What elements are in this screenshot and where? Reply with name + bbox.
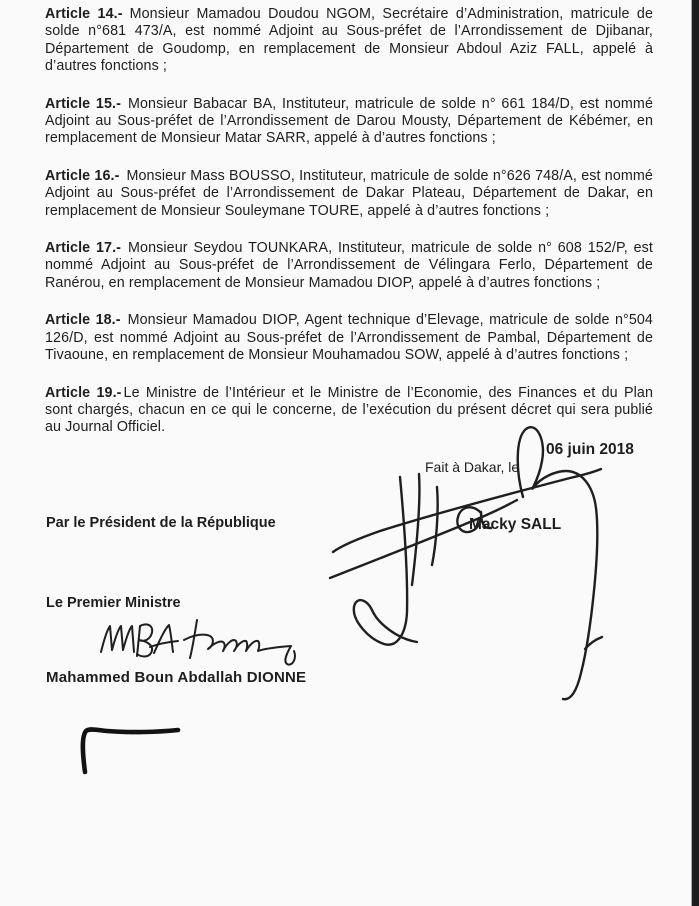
decree-date: 06 juin 2018: [546, 441, 634, 458]
article-18-label: Article 18.-: [45, 312, 121, 329]
decree-articles: [45, 6, 653, 457]
article-16-paragraph: [45, 168, 653, 220]
prime-minister-name: Mahammed Boun Abdallah DIONNE: [46, 669, 307, 686]
article-15-text: Monsieur Babacar BA, Instituteur, matricule de solde n° 661 184/D, est nommé Adjoint au Sous-préfet de l’Arrondissement de Darou Mousty, Département de Kébémer, en remplacement de Monsieur Matar SARR, appelé à d’autres fonctions ;: [45, 95, 653, 147]
article-19-text: Le Ministre de l’Intérieur et le Ministre de l’Economie, des Finances et du Plan sont chargés, chacun en ce qui le concerne, de l’exécution du présent décret qui sera publié au Journal Officiel.: [45, 384, 653, 436]
article-14-paragraph: [45, 6, 653, 76]
article-17-paragraph: [45, 240, 653, 292]
president-name: Macky SALL: [469, 516, 562, 533]
prime-minister-label: Le Premier Ministre: [46, 595, 181, 611]
viewer-edge-strip: [691, 0, 699, 906]
place-date-line: Fait à Dakar, le: [425, 459, 520, 475]
president-authority-label: Par le Président de la République: [46, 515, 276, 531]
article-17-text: Monsieur Seydou TOUNKARA, Instituteur, matricule de solde n° 608 152/P, est nommé Adjoint au Sous-préfet de l’Arrondissement de Vélingara Ferlo, Département de Ranérou, en remplacement de Monsieur Mamadou DIOP, appelé à d’autres fonctions ;: [45, 240, 653, 291]
article-16-label: Article 16.-: [45, 167, 120, 184]
article-14-text: Monsieur Mamadou Doudou NGOM, Secrétaire d’Administration, matricule de solde n°681 473/A, est nommé Adjoint au Sous-préfet de l’Arrondissement de Djibanar, Département de Goudomp, en remplacement de Monsieur Abdoul Aziz FALL, appelé à d’autres fonctions ;: [45, 6, 653, 75]
article-18-paragraph: [45, 312, 653, 364]
article-19-label: Article 19.-: [45, 384, 122, 401]
article-18-text: Monsieur Mamadou DIOP, Agent technique d’Elevage, matricule de solde n°504 126/D, est nommé Adjoint au Sous-préfet de l’Arrondissement de Pambal, Département de Tivaoune, en remplacement de Monsieur Mouhamadou SOW, appelé à d’autres fonctions ;: [45, 312, 653, 364]
article-19-paragraph: [45, 385, 653, 437]
article-15-paragraph: [45, 96, 653, 148]
pen-mark-bracket: [83, 729, 178, 772]
article-17-label: Article 17.-: [45, 240, 122, 257]
article-14-label: Article 14.-: [45, 6, 123, 22]
article-15-label: Article 15.-: [45, 95, 121, 112]
article-16-text: Monsieur Mass BOUSSO, Instituteur, matricule de solde n°626 748/A, est nommé Adjoint au Sous-préfet de l’Arrondissement de Dakar Plateau, Département de Dakar, en remplacement de Monsieur Souleymane TOURE, appelé à d’autres fonctions ;: [45, 167, 653, 219]
pm-signature: [101, 620, 295, 665]
